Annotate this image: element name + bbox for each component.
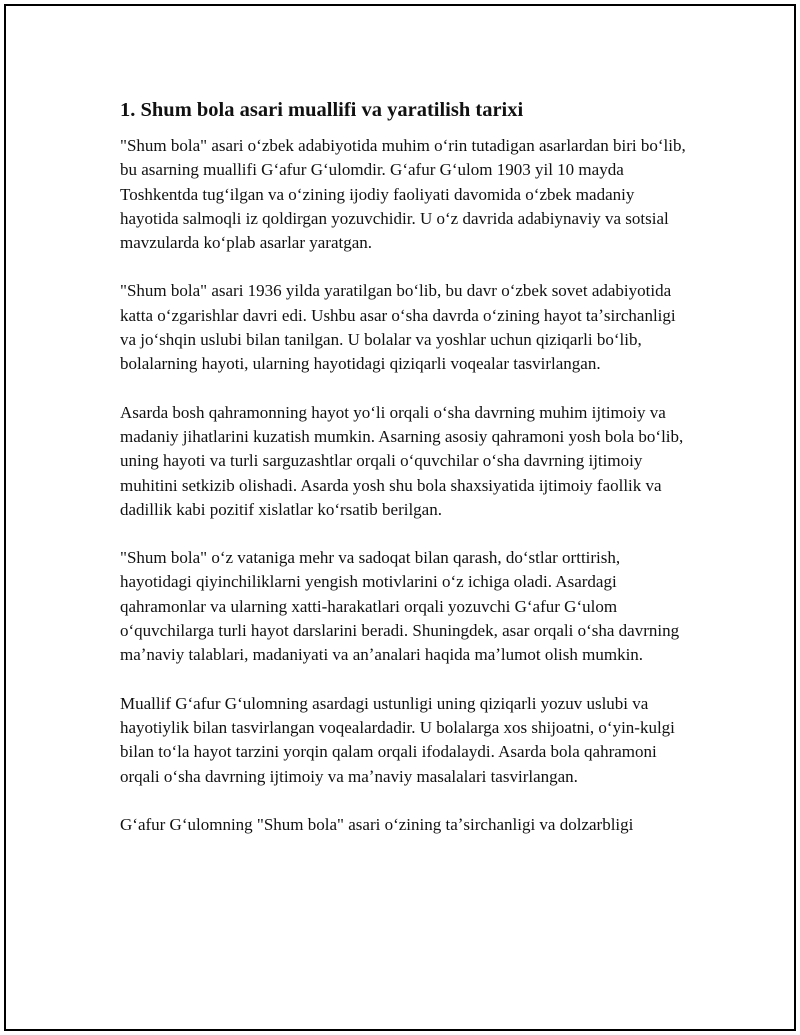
paragraph-author-intro: "Shum bola" asari oʻzbek adabiyotida muhim oʻrin tutadigan asarlardan biri boʻlib, bu asarning muallifi Gʻafur Gʻulomdir. Gʻafur Gʻulom 1903 yil 10 mayda Toshkentda tugʻilgan va oʻzining ijodiy faoliyati davomida oʻzbek madaniy hayotida salmoqli iz qoldirgan yozuvchidir. U oʻz davrida adabiynaviy va sotsial mavzularda koʻplab asarlar yaratgan. bbox=[120, 136, 686, 253]
paragraph-author-style: Muallif Gʻafur Gʻulomning asardagi ustunligi uning qiziqarli yozuv uslubi va hayotiylik bilan tasvirlangan voqealardadir. U bolalarga xos shijoatni, oʻyin-kulgi bilan toʻla hayot tarzini yorqin qalam orqali ifodalaydi. Asarda bola qahramoni orqali oʻsha davrning ijtimoiy va maʼnaviy masalalari tasvirlangan. bbox=[120, 693, 675, 786]
paragraph-protagonist: Asarda bosh qahramonning hayot yoʻli orqali oʻsha davrning muhim ijtimoiy va madaniy jihatlarini kuzatish mumkin. Asarning asosiy qahramoni yosh bola boʻlib, uning hayoti va turli sarguzashtlar orqali oʻquvchilar oʻsha davrning ijtimoiy muhitini setkizib olishadi. Asarda yosh shu bola shaxsiyatida ijtimoiy faollik va dadillik kabi pozitif xislatlar koʻrsatib berilgan. bbox=[120, 402, 684, 519]
page-border bbox=[4, 4, 796, 1031]
section-heading: 1. Shum bola asari muallifi va yaratilish tarixi bbox=[120, 99, 524, 121]
document-body bbox=[120, 96, 695, 861]
paragraph-themes: "Shum bola" oʻz vataniga mehr va sadoqat bilan qarash, doʻstlar orttirish, hayotidagi qiyinchiliklarni yengish motivlarini oʻz ichiga oladi. Asardagi qahramonlar va ularning xatti-harakatlari orqali yozuvchi Gʻafur Gʻulom oʻquvchilarga turli hayot darslarini beradi. Shuningdek, asar orqali oʻsha davrning maʼnaviy talablari, madaniyati va anʼanalari haqida maʼlumot olish mumkin. bbox=[120, 548, 680, 665]
paragraph-conclusion-start: Gʻafur Gʻulomning "Shum bola" asari oʻzining taʼsirchanligi va dolzarbligi bbox=[120, 814, 634, 834]
paragraph-creation-history: "Shum bola" asari 1936 yilda yaratilgan boʻlib, bu davr oʻzbek sovet adabiyotida katta oʻzgarishlar davri edi. Ushbu asar oʻsha davrda oʻzining hayot taʼsirchanligi va joʻshqin uslubi bilan tanilgan. U bolalar va yoshlar uchun qiziqarli boʻlib, bolalarning hayoti, ularning hayotidagi qiziqarli voqealar tasvirlangan. bbox=[120, 281, 676, 374]
